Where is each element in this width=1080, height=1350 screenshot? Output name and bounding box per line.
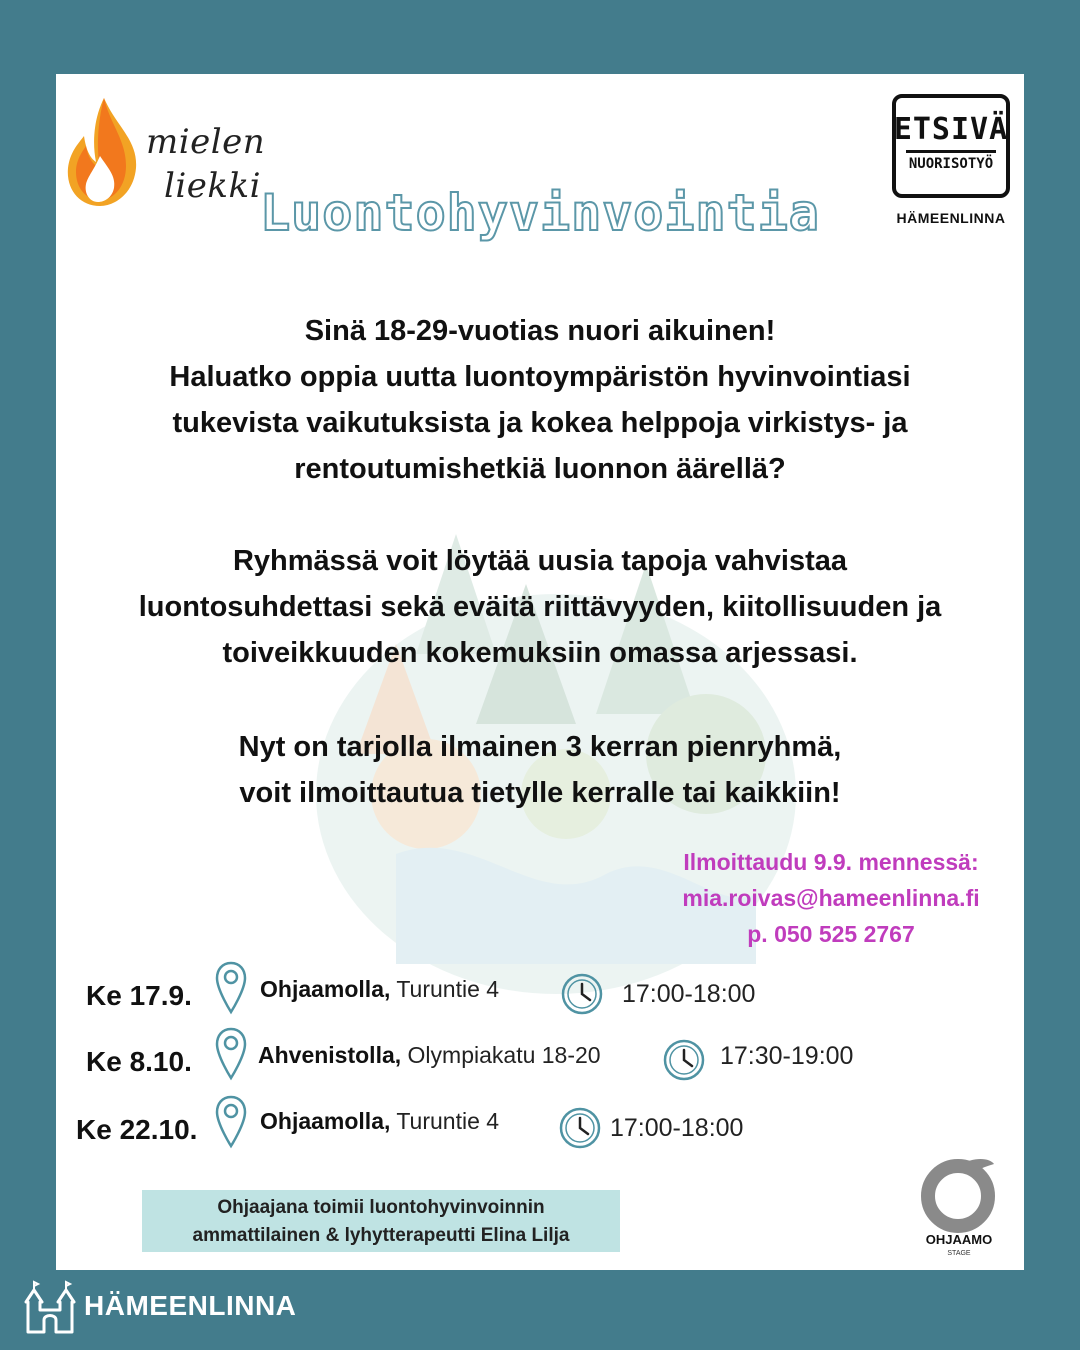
location-pin-icon — [214, 1026, 248, 1082]
session-venue: Ahvenistolla, — [258, 1042, 402, 1068]
ohjaamo-ring-icon — [918, 1152, 1000, 1234]
session-time: 17:30-19:00 — [720, 1042, 854, 1070]
session-list — [56, 954, 1024, 1164]
etsiva-logo-word1: ETSIVÄ — [893, 112, 1009, 147]
offer-paragraph — [56, 724, 1024, 816]
signup-phone: p. 050 525 2767 — [747, 921, 915, 947]
session-address: Turuntie 4 — [396, 1108, 500, 1134]
hameenlinna-footer-logo — [24, 1276, 304, 1336]
group-line: toiveikkuuden kokemuksiin omassa arjessasi. — [222, 637, 858, 669]
session-row — [56, 954, 1024, 1020]
etsiva-logo-divider — [906, 150, 996, 153]
intro-line: tukevista vaikutuksista ja kokea helppoja virkistys- ja — [172, 407, 908, 439]
etsiva-logo-word2: NUORISOTYÖ — [908, 156, 994, 172]
group-paragraph — [56, 538, 1024, 676]
poster-card — [56, 74, 1024, 1270]
group-line: luontosuhdettasi sekä eväitä riittävyyden, kiitollisuuden ja — [138, 591, 942, 623]
ohjaamo-logo-sub: STAGE — [947, 1250, 971, 1257]
ohjaamo-logo-name: OHJAAMO — [925, 1232, 993, 1247]
footer-city-name: HÄMEENLINNA — [84, 1290, 297, 1321]
ohjaamo-logo — [914, 1152, 1004, 1264]
signup-deadline: Ilmoittaudu 9.9. mennessä: — [683, 849, 979, 875]
clock-icon — [558, 1106, 602, 1150]
session-row — [56, 1020, 1024, 1086]
session-date: Ke 22.10. — [76, 1114, 198, 1145]
signup-info — [646, 844, 1016, 952]
session-time: 17:00-18:00 — [622, 980, 756, 1008]
location-pin-icon — [214, 1094, 248, 1150]
session-place — [260, 976, 499, 1003]
intro-paragraph — [56, 308, 1024, 492]
castle-icon — [24, 1276, 76, 1334]
offer-line: Nyt on tarjolla ilmainen 3 kerran pienryhmä, — [238, 731, 842, 763]
session-address: Olympiakatu 18-20 — [407, 1042, 601, 1068]
group-line: Ryhmässä voit löytää uusia tapoja vahvistaa — [232, 545, 848, 577]
session-venue: Ohjaamolla, — [260, 976, 391, 1002]
session-row — [56, 1086, 1024, 1152]
session-place — [258, 1042, 601, 1069]
session-venue: Ohjaamolla, — [260, 1108, 391, 1134]
instructor-box — [142, 1190, 620, 1252]
session-address: Turuntie 4 — [396, 976, 500, 1002]
page-title: Luontohyvinvointia — [260, 184, 820, 242]
session-date: Ke 17.9. — [86, 980, 192, 1011]
session-place — [260, 1108, 499, 1135]
mielen-logo-word2: liekki — [164, 166, 261, 206]
session-date: Ke 8.10. — [86, 1046, 192, 1077]
intro-line: rentoutumishetkiä luonnon äärellä? — [294, 453, 786, 485]
intro-line: Sinä 18-29-vuotias nuori aikuinen! — [304, 315, 776, 347]
clock-icon — [560, 972, 604, 1016]
instructor-line: ammattilainen & lyhytterapeutti Elina Lilja — [192, 1225, 570, 1246]
clock-icon — [662, 1038, 706, 1082]
intro-line: Haluatko oppia uutta luontoympäristön hyvinvointiasi — [169, 361, 911, 393]
etsiva-logo-city: HÄMEENLINNA — [896, 210, 1006, 226]
instructor-line: Ohjaajana toimii luontohyvinvoinnin — [217, 1197, 545, 1218]
location-pin-icon — [214, 960, 248, 1016]
session-time: 17:00-18:00 — [610, 1114, 744, 1142]
mielen-logo-word1: mielen — [146, 122, 266, 162]
signup-email-link[interactable]: mia.roivas@hameenlinna.fi — [682, 885, 980, 911]
offer-line: voit ilmoittautua tietylle kerralle tai kaikkiin! — [239, 777, 841, 809]
